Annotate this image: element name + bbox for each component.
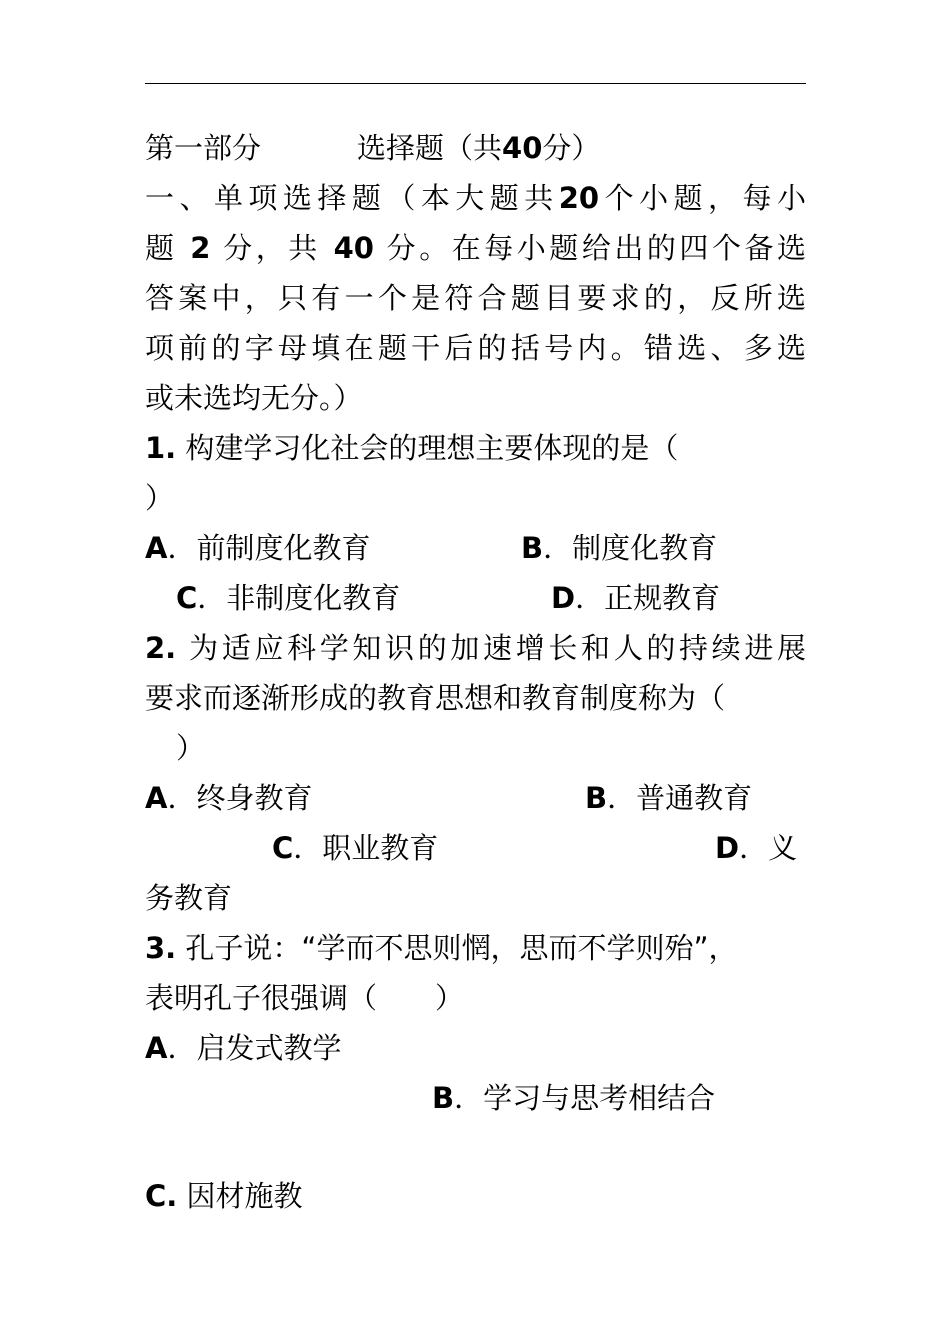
question-text: 为适应科学知识的加速增长和人的持续进展: [189, 631, 806, 665]
question-2-option-d-cont: 务教育: [145, 881, 233, 915]
option-text: ．正规教育: [575, 581, 721, 615]
instructions-line-2: [145, 231, 806, 265]
question-2-stem-end: ）: [176, 731, 206, 765]
option-text: ．学习与思考相结合: [454, 1081, 716, 1115]
instructions-number: 2: [190, 231, 211, 265]
option-text: ．普通教育: [607, 781, 753, 815]
option-label: B: [585, 781, 608, 815]
question-3-stem-cont: 表明孔子很强调（ ）: [145, 981, 465, 1015]
instructions-number: 40: [333, 231, 374, 265]
header-rule: [145, 83, 806, 84]
instructions-text: 个小题，每小: [599, 181, 806, 215]
option-label: A: [145, 531, 168, 565]
option-text: 因材施教: [186, 1179, 303, 1213]
question-3-option-c: [145, 1179, 303, 1213]
section-title: [145, 131, 601, 165]
instructions-line-3: 答案中，只有一个是符合题目要求的，反所选: [145, 281, 806, 315]
option-text: ．启发式教学: [167, 1031, 342, 1065]
option-label: A: [145, 1031, 168, 1065]
option-label: C: [176, 581, 198, 615]
question-1-option-c: [176, 581, 401, 615]
question-text: 孔子说：“学而不思则惘，思而不学则殆”，: [185, 931, 738, 965]
option-text: ．职业教育: [293, 831, 439, 865]
instructions-text: 一、单项选择题（本大题共: [145, 181, 559, 215]
question-2-option-d: [715, 831, 798, 865]
option-text: ．前制度化教育: [167, 531, 371, 565]
question-1-option-d: [551, 581, 721, 615]
question-3-stem: [145, 931, 738, 965]
section-title-suffix: 分）: [542, 131, 601, 165]
section-title-number: 40: [502, 131, 543, 165]
question-1-option-b: [521, 531, 718, 565]
question-2-stem: [145, 631, 806, 665]
option-label: D: [551, 581, 576, 615]
instructions-line-4: 项前的字母填在题干后的括号内。错选、多选: [145, 331, 806, 365]
question-number: 3.: [145, 931, 177, 965]
option-text: ．非制度化教育: [197, 581, 401, 615]
option-label: A: [145, 781, 168, 815]
question-2-option-a: [145, 781, 313, 815]
option-label: C.: [145, 1179, 178, 1213]
instructions-text: 题: [145, 231, 178, 265]
instructions-line-5: 或未选均无分。）: [145, 381, 363, 415]
option-label: D: [715, 831, 740, 865]
question-2-option-c: [272, 831, 439, 865]
option-text: ．终身教育: [167, 781, 313, 815]
question-text: 构建学习化社会的理想主要体现的是（: [185, 431, 679, 465]
instructions-text: 分，共: [223, 231, 321, 265]
option-label: B: [521, 531, 544, 565]
question-3-option-b: [432, 1081, 716, 1115]
instructions-text: 分。在每小题给出的四个备选: [386, 231, 806, 265]
option-label: C: [272, 831, 294, 865]
section-part: 第一部分: [145, 131, 262, 165]
question-1-stem: [145, 431, 679, 465]
question-2-stem-cont: 要求而逐渐形成的教育思想和教育制度称为（: [145, 681, 726, 715]
option-text: ．义: [739, 831, 798, 865]
instructions-line-1: [145, 181, 806, 215]
instructions-number: 20: [558, 181, 600, 215]
question-1-stem-cont: ）: [145, 481, 175, 515]
option-text: ．制度化教育: [543, 531, 718, 565]
question-1-option-a: [145, 531, 371, 565]
question-number: 1.: [145, 431, 177, 465]
question-3-option-a: [145, 1031, 342, 1065]
question-number: 2.: [145, 631, 177, 665]
option-label: B: [432, 1081, 455, 1115]
section-title-prefix: 选择题（共: [357, 131, 503, 165]
question-2-option-b: [585, 781, 753, 815]
